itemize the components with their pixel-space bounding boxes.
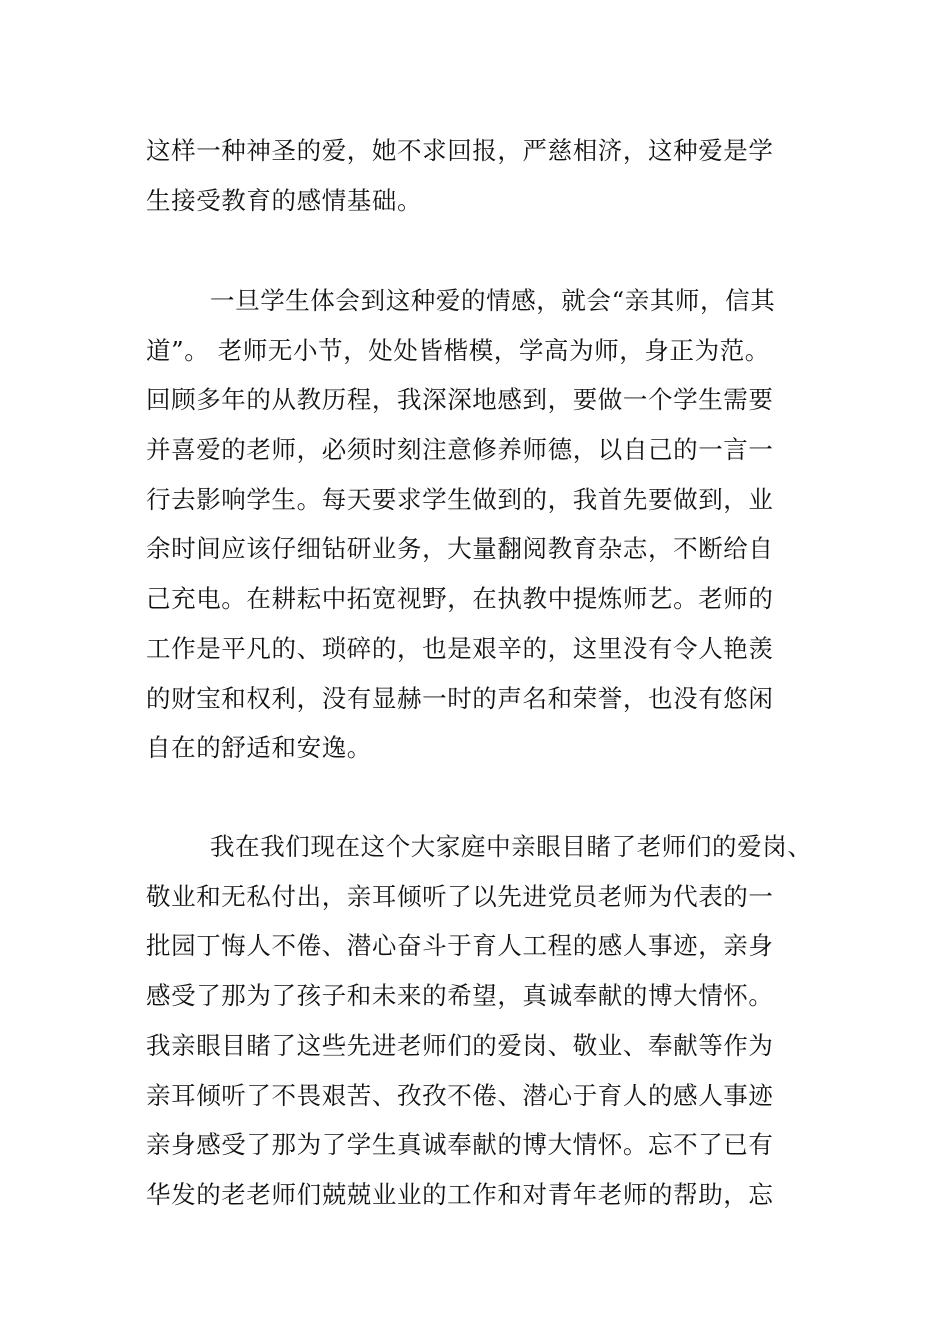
paragraph-2-line-10: 自在的舒适和安逸。 <box>146 733 372 762</box>
paragraph-3-line-8: 华发的老老师们兢兢业业的工作和对青年老师的帮助，忘 <box>146 1180 774 1209</box>
paragraph-2-line-6: 余时间应该仔细钻研业务，大量翻阅教育杂志，不断给自 <box>146 534 774 563</box>
paragraph-3-line-7: 亲身感受了那为了学生真诚奉献的博大情怀。忘不了已有 <box>146 1130 774 1159</box>
paragraph-3-line-6: 亲耳倾听了不畏艰苦、孜孜不倦、潜心于育人的感人事迹 <box>146 1081 774 1110</box>
paragraph-2-line-9: 的财宝和权利，没有显赫一时的声名和荣誉，也没有悠闲 <box>146 684 774 713</box>
paragraph-3-line-3: 批园丁悔人不倦、潜心奋斗于育人工程的感人事迹，亲身 <box>146 931 774 960</box>
paragraph-2-line-2: 道”。 老师无小节，处处皆楷模，学高为师，身正为范。 <box>146 336 770 365</box>
paragraph-3-line-5: 我亲眼目睹了这些先进老师们的爱岗、敬业、奉献等作为 <box>146 1031 774 1060</box>
paragraph-1-line-1: 这样一种神圣的爱，她不求回报，严慈相济，这种爱是学 <box>146 136 774 165</box>
paragraph-1-line-2: 生接受教育的感情基础。 <box>146 186 423 215</box>
paragraph-2-line-1: 一旦学生体会到这种爱的情感，就会“亲其师，信其 <box>210 286 776 315</box>
paragraph-2-line-4: 并喜爱的老师，必须时刻注意修养师德，以自己的一言一 <box>146 435 774 464</box>
paragraph-3-line-4: 感受了那为了孩子和未来的希望，真诚奉献的博大情怀。 <box>146 981 774 1010</box>
paragraph-3-line-2: 敬业和无私付出，亲耳倾听了以先进党员老师为代表的一 <box>146 882 774 911</box>
paragraph-2-line-8: 工作是平凡的、琐碎的，也是艰辛的，这里没有令人艳羡 <box>146 634 774 663</box>
paragraph-2-line-3: 回顾多年的从教历程，我深深地感到，要做一个学生需要 <box>146 385 774 414</box>
paragraph-3-line-1: 我在我们现在这个大家庭中亲眼目睹了老师们的爱岗、 <box>210 832 813 861</box>
paragraph-2-line-7: 己充电。在耕耘中拓宽视野，在执教中提炼师艺。老师的 <box>146 584 774 613</box>
paragraph-2-line-5: 行去影响学生。每天要求学生做到的，我首先要做到，业 <box>146 485 774 514</box>
